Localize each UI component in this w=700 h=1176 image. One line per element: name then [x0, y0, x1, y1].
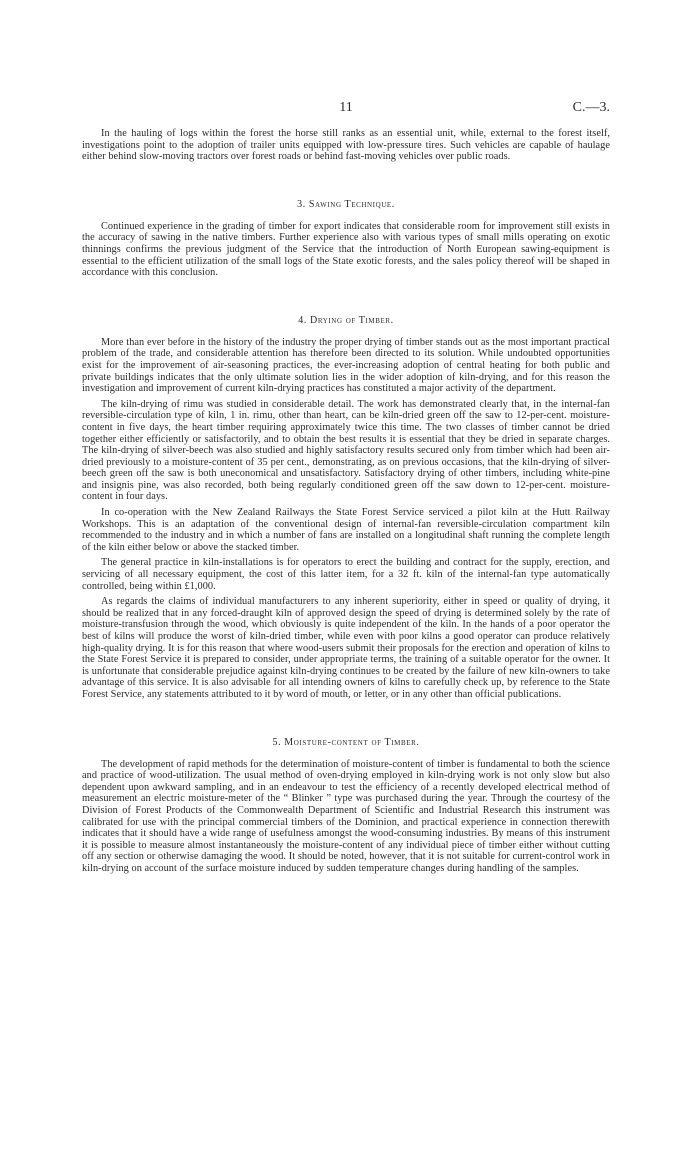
document-page: [82, 0, 610, 1176]
paragraph: The development of rapid methods for the determination of moisture-content of timber is fundamental to both the science and practice of wood-utilization. The usual method of oven-drying employed in kiln-drying work is not only slow but also dependent upon awkward sampling, and in an endeavour to test the efficiency of a recently developed electrical method of measurement an electric moisture-meter of the “ Blinker ” type was purchased during the year. Through the courtesy of the Division of Forest Products of the Commonwealth Department of Scientific and Industrial Research this instrument was calibrated for use with the principal commercial timbers of the Dominion, and practical experience in connection therewith indicates that it should have a wide range of usefulness amongst the wood-consuming industries. By means of this instrument it is possible to measure almost instantaneously the moisture-content of any individual piece of timber either without cutting off any section or otherwise damaging the wood. It should be noted, however, that it is not suitable for current-control work in kiln-drying on account of the surface moisture induced by sudden temperature changes during handling of the samples.: [82, 758, 610, 874]
paragraph: As regards the claims of individual manufacturers to any inherent superiority, either in speed or quality of drying, it should be realized that in any forced-draught kiln of approved design the speed of drying is determined solely by the rate of moisture-transfusion through the wood, which obviously is quite independent of the kiln. In the hands of a poor operator the best of kilns will produce the worst of kiln-dried timber, while even with poor kilns a good operator can produce relatively high-quality drying. It is for this reason that where wood-users submit their proposals for the erection and operation of kilns to the State Forest Service it is prepared to consider, under appropriate terms, the training of a suitable operator for the owner. It is unfortunate that considerable prejudice against kiln-drying continues to be created by the failure of new kiln-owners to take advantage of this service. It is also advisable for all intending owners of kilns to carefully check up, by reference to the State Forest Service, any statements attributed to it by word of mouth, or letter, or in any other than official publications.: [82, 596, 610, 700]
paragraph: The general practice in kiln-installations is for operators to erect the building and contract for the supply, erection, and servicing of all necessary equipment, the cost of this latter item, for a 32 ft. kiln of the internal-fan type automatically controlled, being within £1,000.: [82, 557, 610, 592]
page-body: [82, 128, 610, 875]
section-heading-drying: 4. Drying of Timber.: [298, 314, 394, 326]
page-number: 11: [339, 100, 353, 115]
page-header: [82, 100, 610, 120]
paragraph: More than ever before in the history of the industry the proper drying of timber stands out as the most important practical problem of the trade, and considerable attention has therefore been directed to its solution. While undoubted opportunities exist for the improvement of air-seasoning practices, the ever-increasing adoption of central heating for both public and private buildings indicates that the only ultimate solution lies in the wider adoption of kiln-drying, and for this reason the investigation and improvement of current kiln-drying practices has constituted a major activity of the department.: [82, 336, 610, 395]
paragraph: In co-operation with the New Zealand Railways the State Forest Service serviced a pilot kiln at the Hutt Railway Workshops. This is an adaptation of the conventional design of internal-fan reversible-circulation compartment kiln recommended to the industry and in which a number of fans are installed on a longitudinal shaft running the complete length of the kiln either below or above the stacked timber.: [82, 507, 610, 553]
paragraph: Continued experience in the grading of timber for export indicates that considerable room for improvement still exists in the accuracy of sawing in the native timbers. Further experience also with various types of small mills operating on exotic thinnings confirms the previous judgment of the Service that the introduction of North European sawing-equipment is essential to the efficient utilization of the small logs of the State exotic forests, and the sales policy thereof will be shaped in accordance with this conclusion.: [82, 220, 610, 279]
section-heading-moisture: 5. Moisture-content of Timber.: [272, 736, 420, 748]
paragraph: The kiln-drying of rimu was studied in considerable detail. The work has demonstrated clearly that, in the internal-fan reversible-circulation type of kiln, 1 in. rimu, other than heart, can be kiln-dried green off the saw to 12-per-cent. moisture-content in five days, the heart timber requiring approximately twice this time. The two classes of timber cannot be dried together either efficiently or satisfactorily, and to obtain the best results it is essential that they be dried in separate charges. The kiln-drying of silver-beech was also studied and highly satisfactory results secured only from timber which had been air-dried previously to a moisture-content of 35 per cent., demonstrating, as on previous occasions, that the kiln-drying of silver-beech green off the saw is both uneconomical and unsatisfactory. Satisfactory drying of other timbers, including white-pine and insignis pine, was also recorded, both being regularly conditioned green off the saw down to 12-per-cent. moisture-content in four days.: [82, 398, 610, 503]
section-heading-sawing: 3. Sawing Technique.: [297, 198, 395, 210]
document-reference: C.—3.: [572, 100, 610, 115]
intro-paragraph: In the hauling of logs within the forest the horse still ranks as an essential unit, while, external to the forest itself, investigations point to the adoption of trailer units equipped with low-pressure tires. Such vehicles are capable of haulage either behind slow-moving tractors over forest roads or behind fast-moving vehicles over public roads.: [82, 128, 610, 163]
